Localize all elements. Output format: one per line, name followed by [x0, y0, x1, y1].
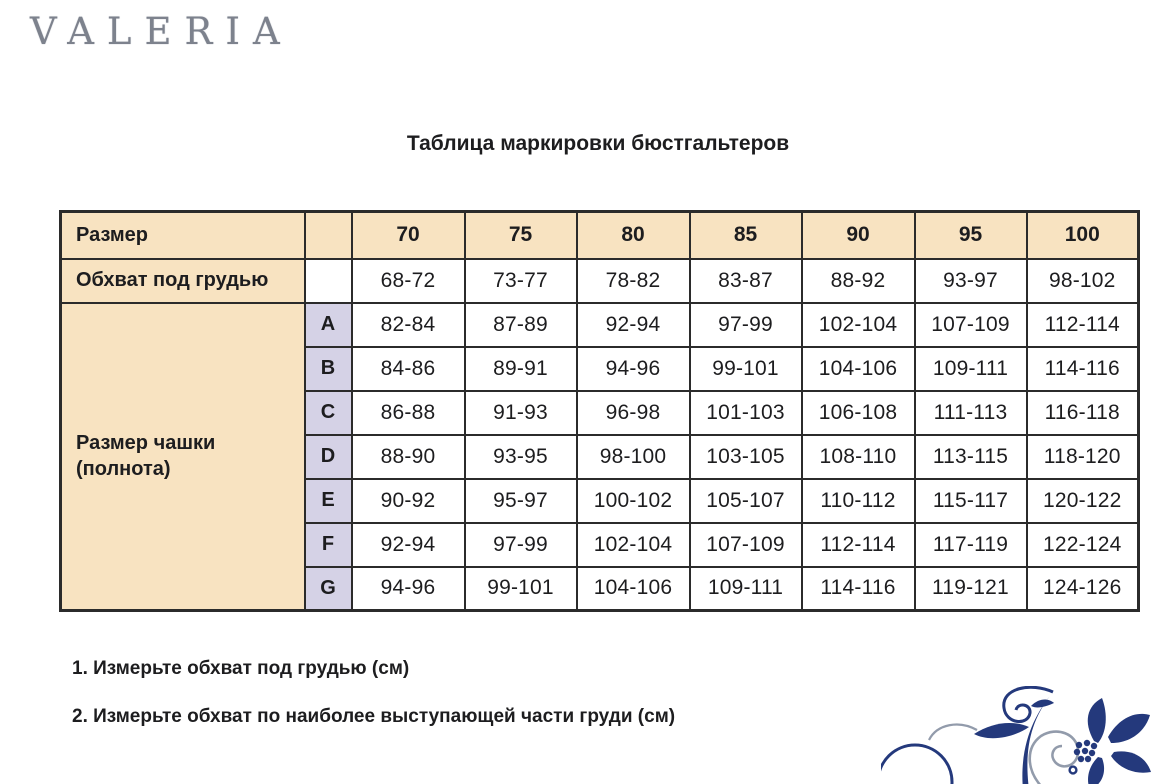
bust-range-cell: 114-116	[802, 567, 915, 611]
underbust-range-cell: 88-92	[802, 259, 915, 303]
bust-range-cell: 118-120	[1027, 435, 1139, 479]
bust-range-cell: 108-110	[802, 435, 915, 479]
cup-letter-cell: F	[305, 523, 352, 567]
underbust-range-cell: 93-97	[915, 259, 1027, 303]
size-header-cell: 90	[802, 212, 915, 259]
bust-range-cell: 92-94	[577, 303, 690, 347]
bust-range-cell: 94-96	[577, 347, 690, 391]
bust-range-cell: 105-107	[690, 479, 802, 523]
bust-range-cell: 88-90	[352, 435, 465, 479]
page-title: Таблица маркировки бюстгальтеров	[406, 132, 790, 155]
underbust-row-label: Обхват под грудью	[61, 259, 305, 303]
cup-size-label: Размер чашки (полнота)	[61, 303, 305, 611]
size-row-label: Размер	[61, 212, 305, 259]
cup-letter-cell: D	[305, 435, 352, 479]
size-header-cell: 100	[1027, 212, 1139, 259]
bust-range-cell: 109-111	[690, 567, 802, 611]
cup-letter-cell: C	[305, 391, 352, 435]
blank-header-cell	[305, 212, 352, 259]
bust-range-cell: 106-108	[802, 391, 915, 435]
bust-range-cell: 107-109	[690, 523, 802, 567]
bust-range-cell: 87-89	[465, 303, 577, 347]
bust-range-cell: 99-101	[690, 347, 802, 391]
bust-range-cell: 100-102	[577, 479, 690, 523]
bust-range-cell: 116-118	[1027, 391, 1139, 435]
bust-range-cell: 102-104	[577, 523, 690, 567]
table-row-cup-a	[61, 303, 1139, 347]
size-header-cell: 95	[915, 212, 1027, 259]
bust-range-cell: 113-115	[915, 435, 1027, 479]
floral-ornament-graphic	[881, 686, 1151, 784]
bust-range-cell: 122-124	[1027, 523, 1139, 567]
bust-range-cell: 86-88	[352, 391, 465, 435]
bust-range-cell: 99-101	[465, 567, 577, 611]
bust-range-cell: 112-114	[1027, 303, 1139, 347]
bust-range-cell: 92-94	[352, 523, 465, 567]
bust-range-cell: 119-121	[915, 567, 1027, 611]
bust-range-cell: 102-104	[802, 303, 915, 347]
size-header-cell: 75	[465, 212, 577, 259]
bust-range-cell: 111-113	[915, 391, 1027, 435]
bust-range-cell: 109-111	[915, 347, 1027, 391]
bust-range-cell: 120-122	[1027, 479, 1139, 523]
bust-range-cell: 94-96	[352, 567, 465, 611]
bust-range-cell: 96-98	[577, 391, 690, 435]
bust-range-cell: 114-116	[1027, 347, 1139, 391]
bust-range-cell: 82-84	[352, 303, 465, 347]
bust-range-cell: 115-117	[915, 479, 1027, 523]
bust-range-cell: 91-93	[465, 391, 577, 435]
brand-logo: VALERIA	[30, 10, 293, 53]
cup-letter-cell: E	[305, 479, 352, 523]
bust-range-cell: 107-109	[915, 303, 1027, 347]
bust-range-cell: 84-86	[352, 347, 465, 391]
table-row-size	[61, 212, 1139, 259]
bust-range-cell: 103-105	[690, 435, 802, 479]
instruction-step-1: 1. Измерьте обхват под грудью (см)	[72, 658, 410, 679]
bust-range-cell: 110-112	[802, 479, 915, 523]
cup-letter-cell: A	[305, 303, 352, 347]
bust-range-cell: 90-92	[352, 479, 465, 523]
bust-range-cell: 95-97	[465, 479, 577, 523]
size-header-cell: 85	[690, 212, 802, 259]
bust-range-cell: 104-106	[802, 347, 915, 391]
cup-letter-cell: B	[305, 347, 352, 391]
underbust-range-cell: 83-87	[690, 259, 802, 303]
bust-range-cell: 117-119	[915, 523, 1027, 567]
bust-range-cell: 97-99	[690, 303, 802, 347]
measurement-instructions	[72, 658, 675, 754]
size-header-cell: 70	[352, 212, 465, 259]
bust-range-cell: 89-91	[465, 347, 577, 391]
bust-range-cell: 101-103	[690, 391, 802, 435]
bust-range-cell: 112-114	[802, 523, 915, 567]
bust-range-cell: 93-95	[465, 435, 577, 479]
underbust-range-cell: 78-82	[577, 259, 690, 303]
bust-range-cell: 104-106	[577, 567, 690, 611]
cup-letter-cell: G	[305, 567, 352, 611]
blank-cell	[305, 259, 352, 303]
instruction-step-2: 2. Измерьте обхват по наиболее выступающей части груди (см)	[72, 706, 676, 727]
bra-size-table	[59, 210, 1140, 612]
bust-range-cell: 124-126	[1027, 567, 1139, 611]
bust-range-cell: 98-100	[577, 435, 690, 479]
size-header-cell: 80	[577, 212, 690, 259]
underbust-range-cell: 98-102	[1027, 259, 1139, 303]
underbust-range-cell: 68-72	[352, 259, 465, 303]
bust-range-cell: 97-99	[465, 523, 577, 567]
underbust-range-cell: 73-77	[465, 259, 577, 303]
table-row-underbust	[61, 259, 1139, 303]
